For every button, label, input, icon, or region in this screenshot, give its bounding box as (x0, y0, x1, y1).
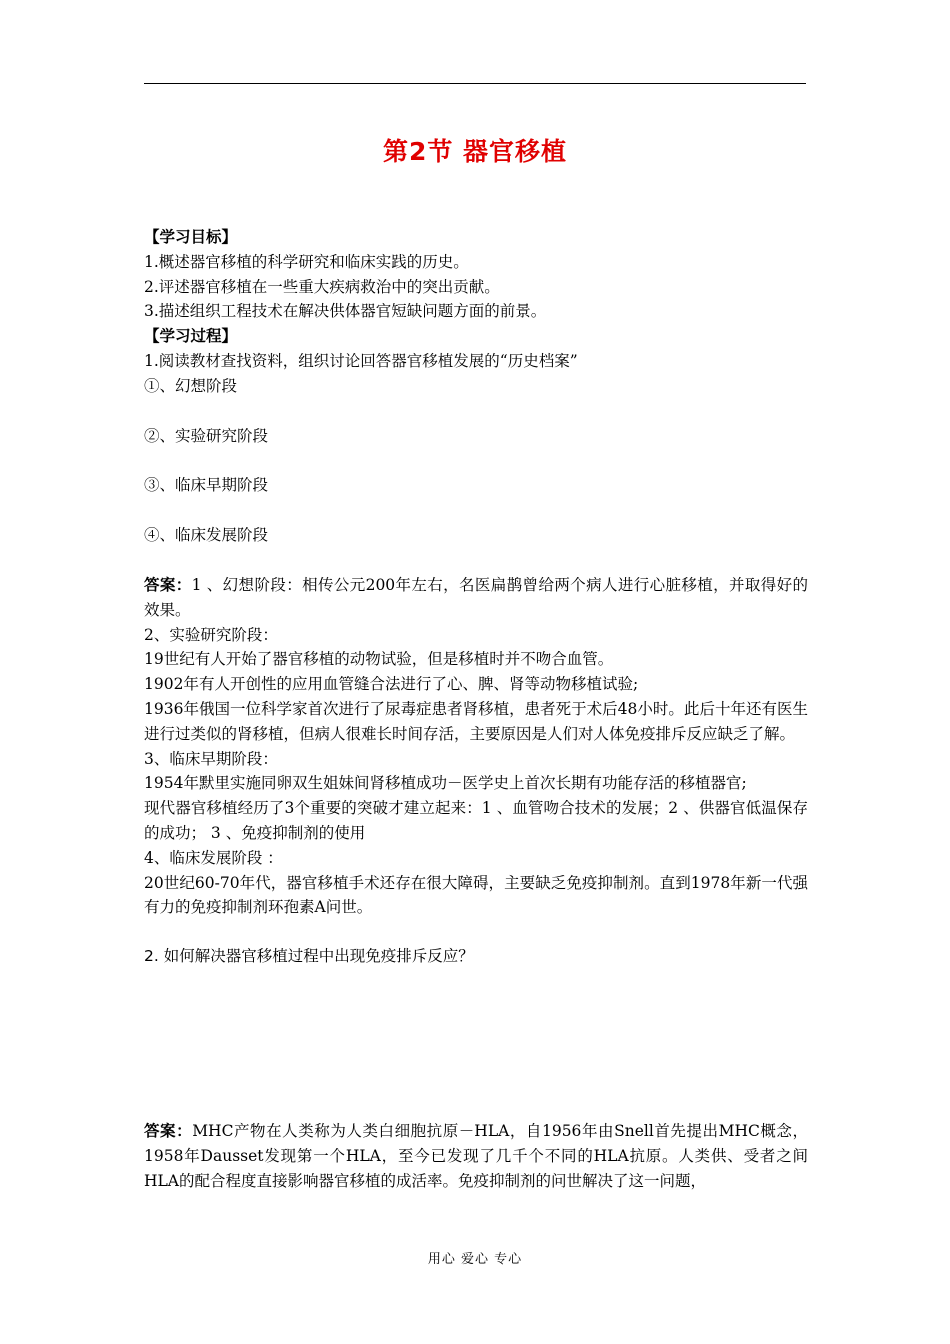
stage-item: ②、实验研究阶段 (144, 426, 269, 445)
goal-item: 3.描述组织工程技术在解决供体器官短缺问题方面的前景。 (144, 302, 547, 321)
stage-2-line: 19世纪有人开始了器官移植的动物试验，但是移植时并不吻合血管。 (144, 650, 614, 669)
page-title: 第2节 器官移植 (382, 137, 568, 166)
question-2: 2. 如何解决器官移植过程中出现免疫排斥反应？ (144, 947, 474, 966)
stage-2-line: 1902年有人开创性的应用血管缝合法进行了心、脾、肾等动物移植试验; (144, 675, 639, 694)
page-footer: 用心 爱心 专心 (427, 1252, 523, 1267)
goal-item: 1.概述器官移植的科学研究和临床实践的历史。 (144, 252, 469, 271)
stage-item: ①、幻想阶段 (144, 376, 238, 395)
stage-item: ③、临床早期阶段 (144, 476, 269, 495)
stage-4-title: 4、临床发展阶段 ： (144, 848, 283, 867)
process-header: 【学习过程】 (144, 326, 238, 346)
stage-4-line: 20世纪60-70年代，器官移植手术还存在很大障碍，主要缺乏免疫抑制剂。直到1978年新一代强有力的免疫抑制剂环孢素A问世。 (144, 873, 808, 917)
stage-item: ④、临床发展阶段 (144, 526, 269, 545)
answer-label: 答案： (144, 1120, 193, 1140)
answer-2-text: MHC产物在人类称为人类白细胞抗原－HLA，自1956年由Snell首先提出MHC概念，1958年Dausset发现第一个HLA，至今已发现了几千个不同的HLA抗原。人类供、受者之间HLA的配合程度直接影响器官移植的成活率。免疫抑制剂的问世解决了这一问题， (144, 1121, 808, 1190)
answer-1-intro (144, 573, 808, 623)
question-1: 1.阅读教材查找资料，组织讨论回答器官移植发展的“历史档案” (144, 351, 578, 370)
answer-1-intro-text: 1 、幻想阶段：相传公元200年左右，名医扁鹊曾给两个病人进行心脏移植，并取得好的效果。 (144, 575, 808, 619)
stage-3-title: 3、临床早期阶段： (144, 749, 278, 768)
answer-label: 答案： (144, 574, 192, 594)
goal-item: 2.评述器官移植在一些重大疾病救治中的突出贡献。 (144, 277, 500, 296)
stage-3-line: 1954年默里实施同卵双生姐妹间肾移植成功－医学史上首次长期有功能存活的移植器官; (144, 774, 747, 793)
stage-3-line: 现代器官移植经历了3个重要的突破才建立起来：1 、血管吻合技术的发展；2 、供器官低温保存的成功； 3 、免疫抑制剂的使用 (144, 799, 808, 842)
header-rule (144, 83, 806, 84)
stage-2-line: 1936年俄国一位科学家首次进行了尿毒症患者肾移植，患者死于术后48小时。此后十年还有医生进行过类似的肾移植，但病人很难长时间存活，主要原因是人们对人体免疫排斥反应缺乏了解。 (144, 699, 808, 743)
document-body (144, 225, 808, 1193)
goals-header: 【学习目标】 (144, 227, 238, 246)
answer-2 (144, 1119, 808, 1193)
stage-2-title: 2、实验研究阶段： (144, 625, 278, 644)
